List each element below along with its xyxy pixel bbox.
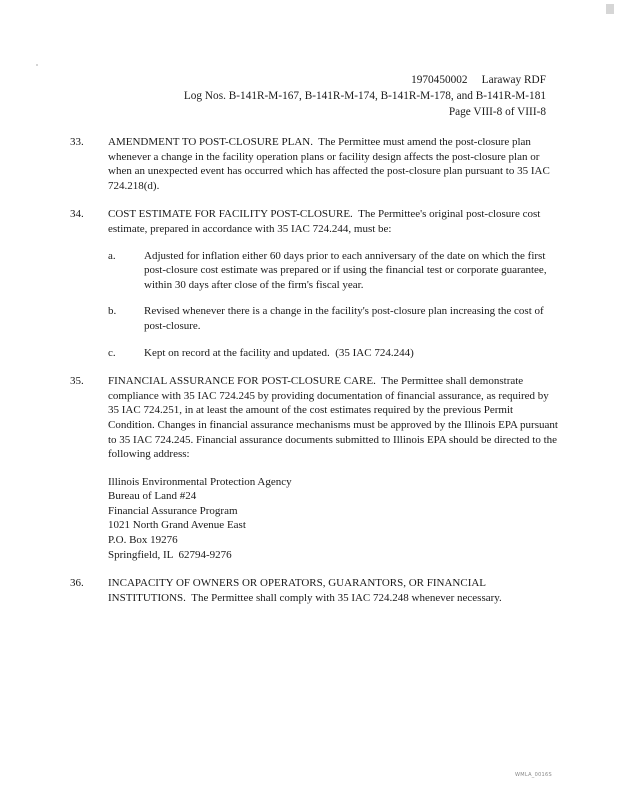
mailing-address [108,475,560,563]
condition-heading: FINANCIAL ASSURANCE FOR POST-CLOSURE CARE. [108,375,376,388]
condition-33 [70,135,560,193]
bates-stamp: WMLA_0016S [515,772,552,778]
permit-conditions [70,135,560,619]
subitem-a [108,249,560,293]
condition-body [108,135,560,193]
subitem-letter: a. [108,249,116,262]
condition-body [108,374,560,562]
condition-number: 33. [70,136,84,148]
condition-subitems [108,249,560,361]
address-line-agency: Illinois Environmental Protection Agency [108,475,292,488]
condition-number: 34. [70,208,84,221]
condition-number: 36. [70,577,84,590]
subitem-c [108,346,560,361]
subitem-text: Kept on record at the facility and updated. (35 IAC 724.244) [144,346,414,359]
address-line-program: Financial Assurance Program [108,504,238,517]
condition-35 [70,374,560,562]
scan-speck [36,64,38,66]
condition-text: The Permittee must amend the post-closure plan whenever a change in the facility operation plans or facility design affects the post-closure plan or when an unexpected event has occurred which has affected the post-closure plan pursuant to 35 IAC 724.218(d). [108,136,550,192]
condition-heading: INCAPACITY OF OWNERS OR OPERATORS, GUARANTORS, OR FINANCIAL INSTITUTIONS. [108,577,486,604]
condition-text: The Permittee's original post-closure cost estimate, prepared in accordance with 35 IAC 724.244, must be: [108,208,541,235]
page-header [184,72,546,120]
condition-34 [70,207,560,360]
condition-body [108,576,560,605]
condition-text: The Permittee shall comply with 35 IAC 724.248 whenever necessary. [191,591,502,604]
subitem-text: Revised whenever there is a change in the facility's post-closure plan increasing the cost of post-closure. [144,305,544,332]
subitem-b [108,304,560,333]
header-facility-id: 1970450002 Laraway RDF [411,74,546,86]
subitem-letter: c. [108,346,116,359]
condition-number: 35. [70,375,84,388]
header-page-number: Page VIII-8 of VIII-8 [448,106,546,118]
address-line-po-box: P.O. Box 19276 [108,534,178,547]
header-log-numbers: Log Nos. B-141R-M-167, B-141R-M-174, B-141R-M-178, and B-141R-M-181 [183,90,546,102]
address-line-bureau: Bureau of Land #24 [108,490,197,503]
condition-body [108,207,560,360]
condition-36 [70,576,560,605]
address-line-city: Springfield, IL 62794-9276 [108,548,232,561]
subitem-text: Adjusted for inflation either 60 days prior to each anniversary of the date on which the first post-closure cost estimate was prepared or if using the financial test or corporate guarantee, within 30 days after close of the firm's fiscal year. [144,249,547,291]
condition-heading: AMENDMENT TO POST-CLOSURE PLAN. [108,136,313,148]
condition-heading: COST ESTIMATE FOR FACILITY POST-CLOSURE. [108,208,353,221]
subitem-letter: b. [108,305,117,318]
scan-corner-mark [606,4,614,14]
address-line-street: 1021 North Grand Avenue East [108,519,246,532]
condition-text: The Permittee shall demonstrate compliance with 35 IAC 724.245 by providing documentation of financial assurance, as required by 35 IAC 724.251, in at least the amount of the cost estimates required by the previous Permit Condition. Changes in financial assurance mechanisms must be approved by the Illinois EPA pursuant to 35 IAC 724.245. Financial assurance documents submitted to Illinois EPA should be directed to the following address: [108,375,558,461]
